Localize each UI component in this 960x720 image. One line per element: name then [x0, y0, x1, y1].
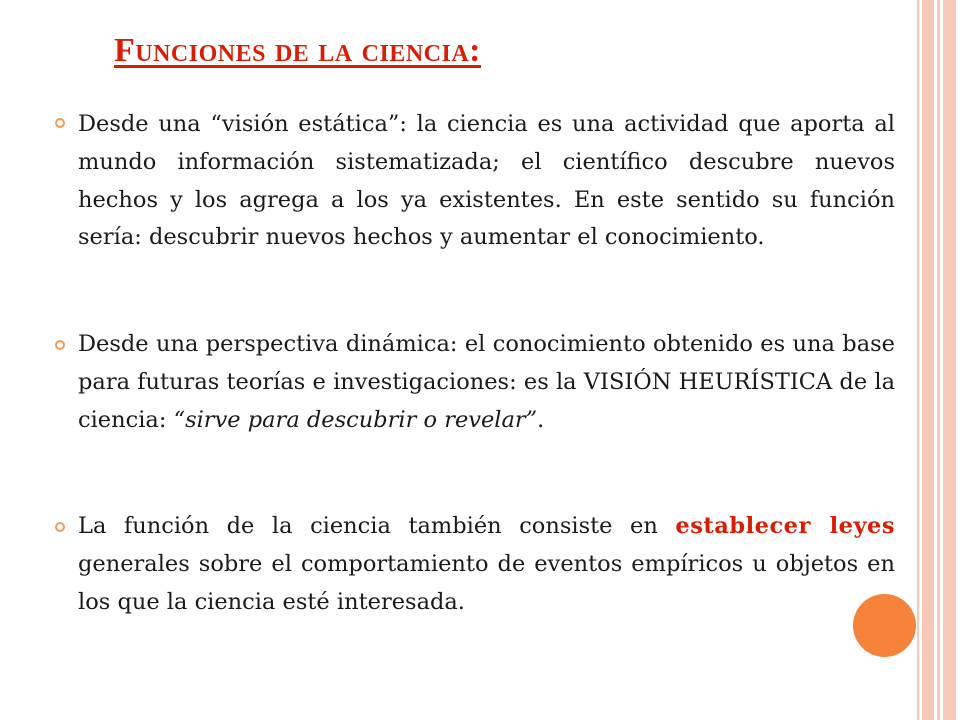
slide-title: Funciones de la ciencia:	[114, 32, 481, 69]
bullet-ring-icon	[55, 118, 65, 128]
stripe	[922, 0, 934, 720]
bullet-text: Desde una “visión estática”: la ciencia es una actividad que aporta al mundo información sistematizada; el científico descubre nuevos hechos y los agrega a los ya existentes. En este sentido su función sería: descubrir nuevos hechos y aumentar el conocimiento.	[78, 111, 895, 251]
bullet-text-part: .	[537, 406, 545, 433]
bullet-text	[78, 508, 895, 621]
stripe	[917, 0, 919, 720]
bullet-quote: “sirve para descubrir o revelar”	[173, 406, 538, 433]
bullet-text	[78, 326, 895, 439]
stripe	[943, 0, 956, 720]
bullet-ring-icon	[55, 522, 65, 532]
bullet-text-part: Desde una perspectiva dinámica: el conocimiento obtenido es una base para futuras teorías e investigaciones: es la VISIÓN HEURÍSTICA de la ciencia:	[78, 331, 895, 433]
highlight-phrase: establecer leyes	[675, 513, 896, 539]
bullet-text-part: generales sobre el comportamiento de eventos empíricos u objetos en los que la ciencia esté interesada.	[78, 550, 895, 615]
decorative-circle	[853, 594, 916, 657]
bullet-ring-icon	[55, 340, 65, 350]
bullet-text-part: La función de la ciencia también consiste en	[78, 513, 676, 539]
stripe	[937, 0, 940, 720]
decorative-stripes	[916, 0, 960, 720]
